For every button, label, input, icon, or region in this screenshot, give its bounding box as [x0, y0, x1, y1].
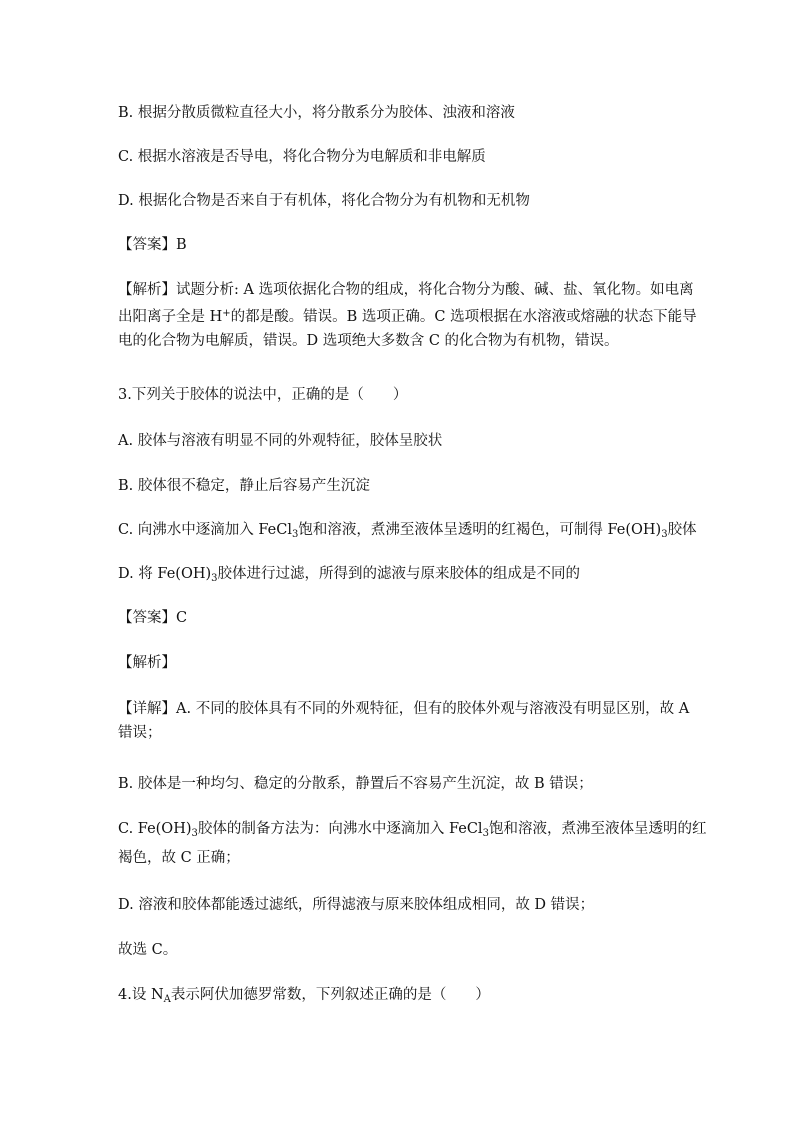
q2-analysis-line2: 出阳离子全是 H+的都是酸。错误。B 选项正确。C 选项根据在水溶液或熔融的状态下能导 — [118, 308, 697, 325]
q3-option-b: B. 胶体很不稳定，静止后容易产生沉淀 — [118, 478, 370, 494]
q4-stem: 4.设 $N_A$表示阿伏加德罗常数，下列叙述正确的是（ ） — [118, 987, 490, 1005]
q3-option-d: D. 将 $Fe(OH)_3$胶体进行过滤，所得到的滤液与原来胶体的组成是不同的 — [118, 566, 581, 584]
q2-analysis-line1: 【解析】试题分析: A 选项依据化合物的组成，将化合物分为酸、碱、盐、氧化物。如电离 — [118, 282, 694, 298]
q2-analysis — [118, 278, 697, 353]
q3-detail-a-line1: 【详解】A. 不同的胶体具有不同的外观特征，但有的胶体外观与溶液没有明显区别，故 A — [118, 701, 690, 717]
q3-detail-a — [118, 697, 690, 745]
q3-detail-d: D. 溶液和胶体都能透过滤纸，所得滤液与原来胶体组成相同，故 D 错误； — [118, 897, 595, 913]
q3-detail-c — [118, 817, 707, 870]
q3-option-a: A. 胶体与溶液有明显不同的外观特征，胶体呈胶状 — [118, 433, 443, 449]
q2-option-c: C. 根据水溶液是否导电，将化合物分为电解质和非电解质 — [118, 149, 486, 165]
q2-analysis-line3: 电的化合物为电解质，错误。D 选项绝大多数含 C 的化合物为有机物，错误。 — [118, 333, 619, 349]
q3-option-c: C. 向沸水中逐滴加入 FeCl$_3$饱和溶液，煮沸至液体呈透明的红褐色，可制得 $Fe(OH)_3$胶体 — [118, 522, 697, 540]
q2-option-d: D. 根据化合物是否来自于有机体，将化合物分为有机物和无机物 — [118, 193, 530, 209]
q3-detail-c-line1: C. $Fe(OH)_3$胶体的制备方法为：向沸水中逐滴加入 FeCl$_3$饱和溶液，煮沸至液体呈透明的红 — [118, 821, 707, 839]
q3-conclusion: 故选 C。 — [118, 942, 178, 958]
q2-answer: 【答案】B — [118, 237, 187, 253]
q3-detail-c-line2: 褐色，故 C 正确； — [118, 850, 240, 866]
q3-analysis-label: 【解析】 — [118, 655, 176, 671]
q3-detail-b: B. 胶体是一种均匀、稳定的分散系，静置后不容易产生沉淀，故 B 错误； — [118, 776, 593, 792]
q3-answer: 【答案】C — [118, 610, 188, 626]
q3-detail-a-line2: 错误； — [118, 725, 162, 741]
q3-stem: 3.下列关于胶体的说法中，正确的是（ ） — [118, 387, 408, 403]
q2-option-b: B. 根据分散质微粒直径大小，将分散系分为胶体、浊液和溶液 — [118, 105, 515, 121]
